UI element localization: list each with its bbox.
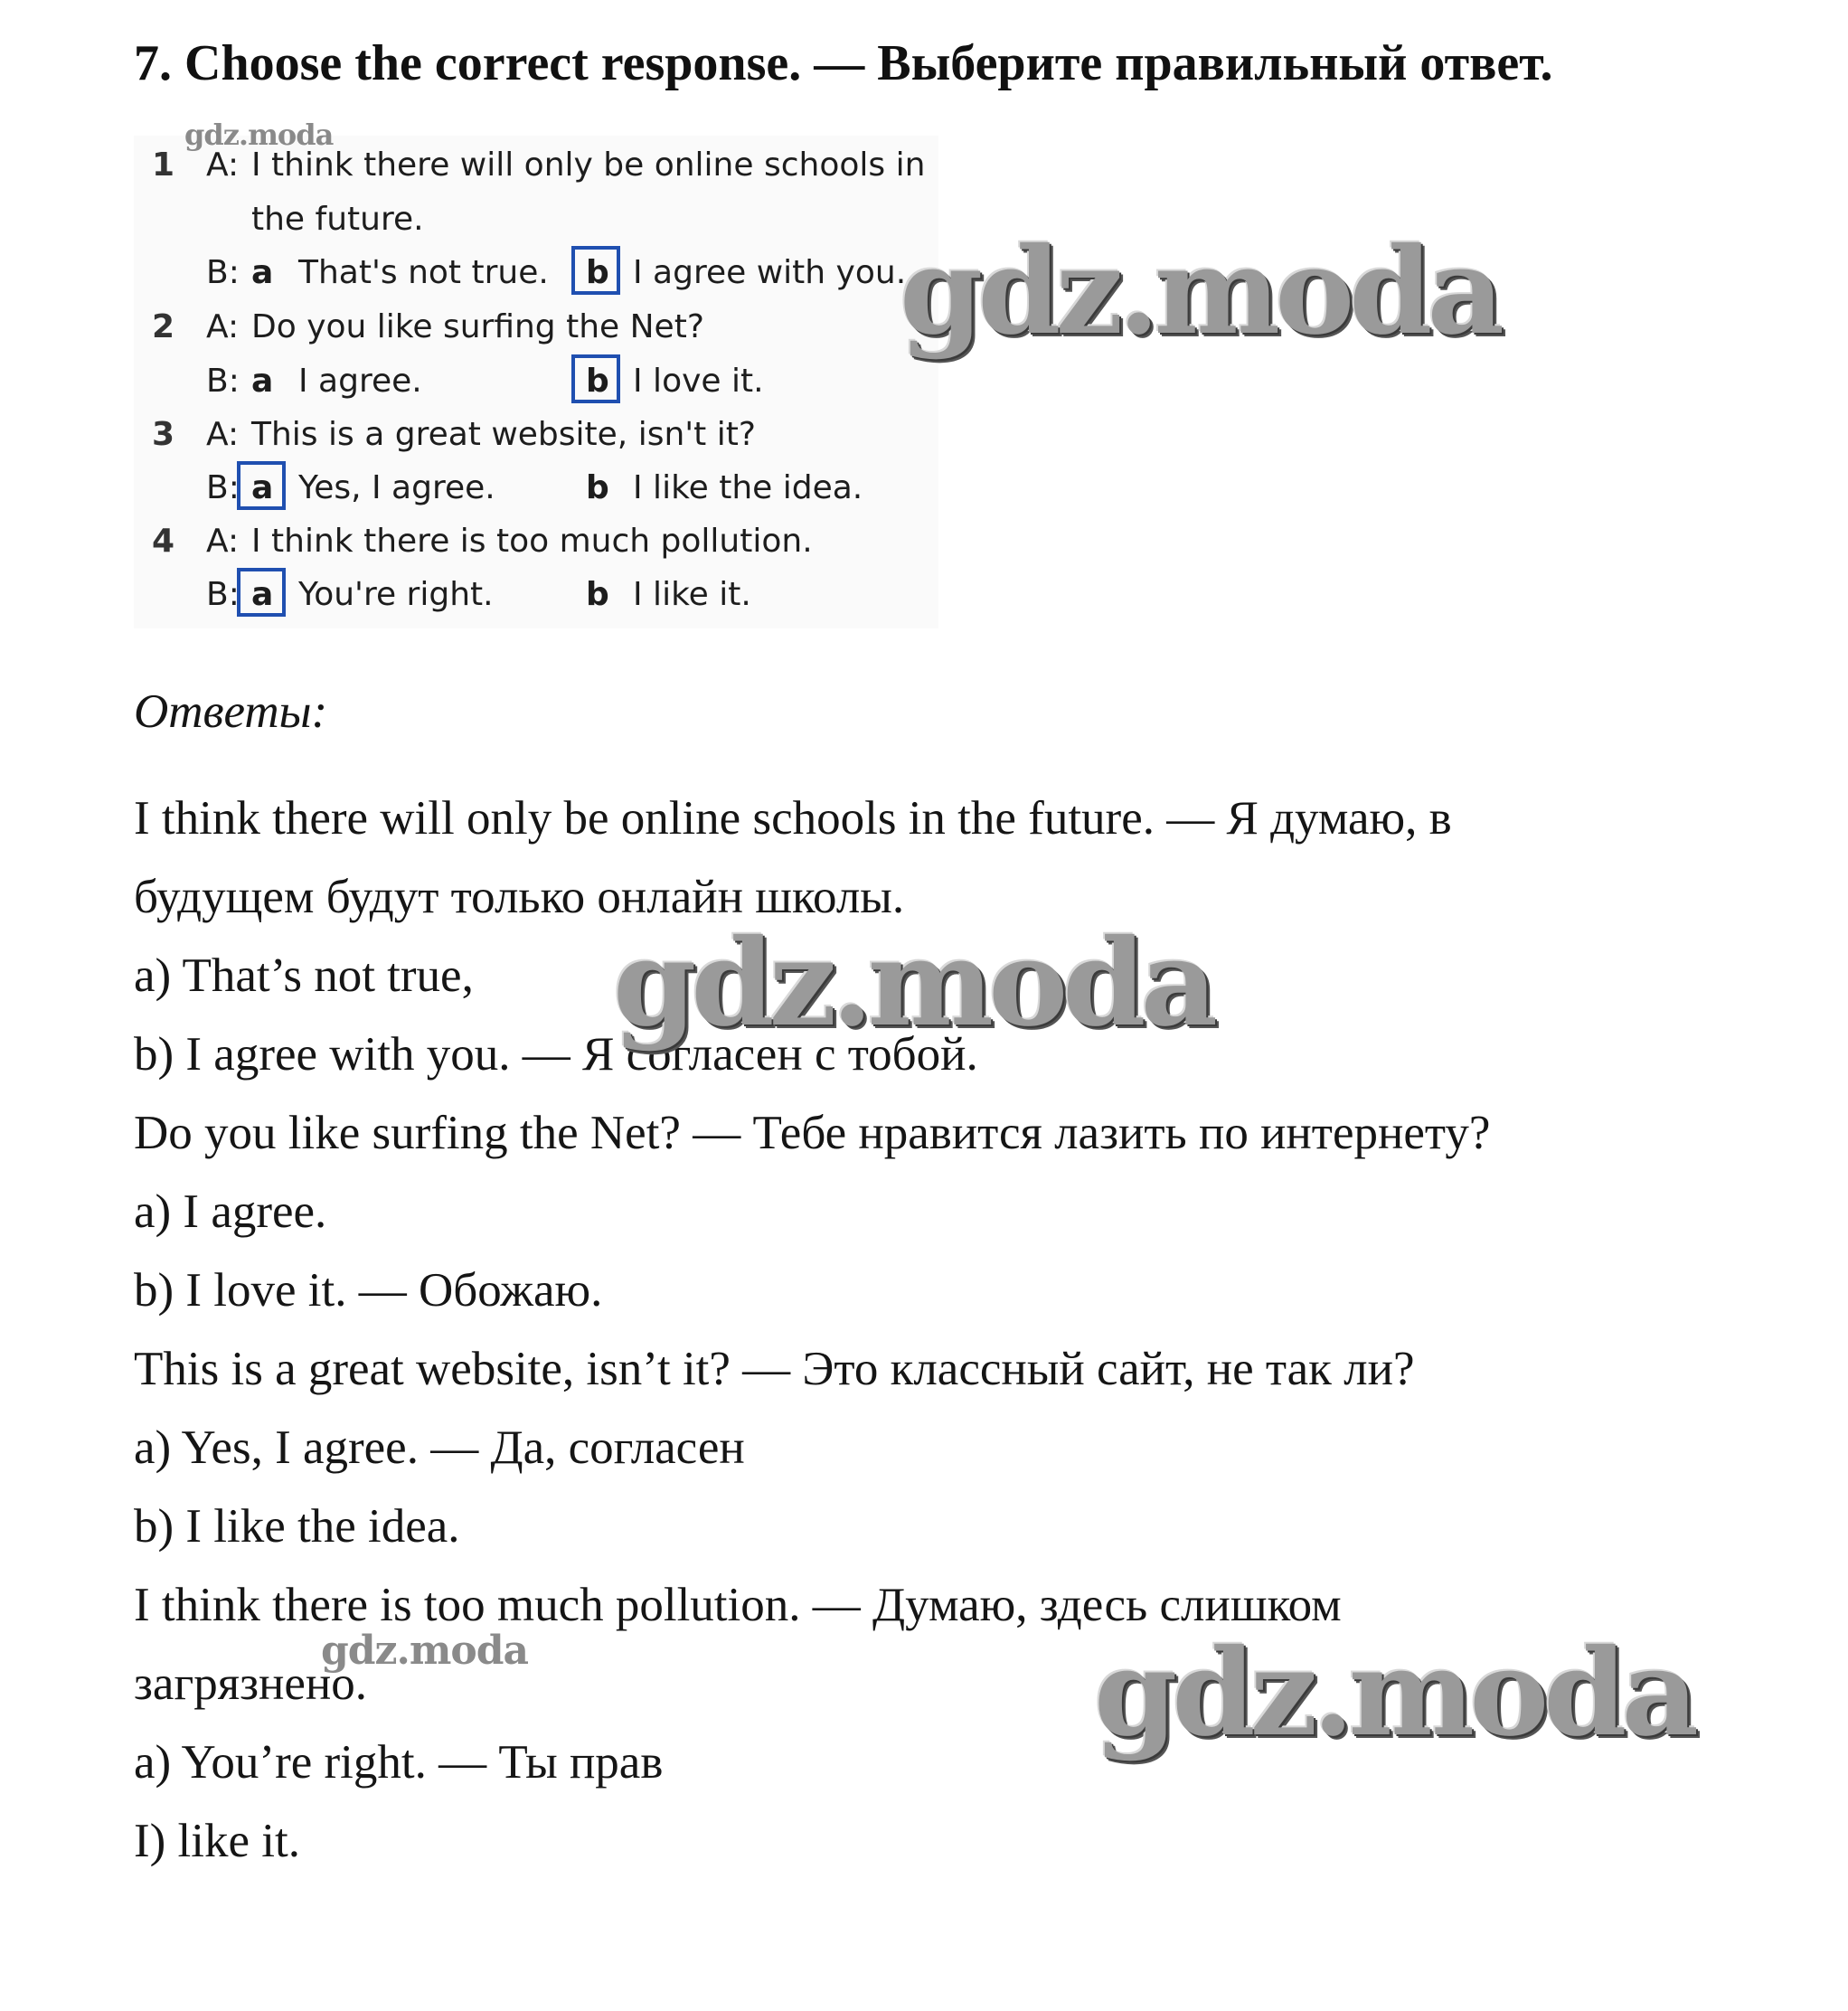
item-number: 4 — [152, 523, 175, 560]
answer-line: будущем будут только онлайн школы. — [134, 871, 905, 923]
answer-line: b) I agree with you. — Я согласен с тобой. — [134, 1028, 978, 1081]
answer-line: a) You’re right. — Ты прав — [134, 1736, 664, 1789]
item-prompt: Do you like surfing the Net? — [251, 308, 704, 345]
option-a-text: I agree. — [298, 363, 422, 400]
watermark: gdz.moda — [900, 222, 1500, 362]
option-b-letter: b — [586, 469, 609, 506]
item-number: 2 — [152, 308, 175, 345]
option-a-text: That's not true. — [298, 254, 549, 291]
item-speaker-a: A: — [206, 416, 240, 453]
answer-line: a) I agree. — [134, 1185, 327, 1238]
item-prompt: I think there is too much pollution. — [251, 523, 813, 560]
answer-line: I think there will only be online schools in the future. — Я думаю, в — [134, 792, 1452, 845]
answer-line: I) like it. — [134, 1815, 300, 1867]
option-a-letter: a — [251, 363, 274, 400]
option-b-letter: b — [586, 576, 609, 613]
option-a-letter: a — [251, 469, 274, 506]
exercise-title: 7. Choose the correct response. — Выберите правильный ответ. — [134, 35, 1553, 91]
answer-line: Do you like surfing the Net? — Тебе нравится лазить по интернету? — [134, 1107, 1491, 1159]
answer-line: b) I love it. — Обожаю. — [134, 1264, 603, 1317]
item-speaker-b: B: — [206, 363, 240, 400]
option-b-letter: b — [586, 254, 609, 291]
answer-line: загрязнено. — [134, 1657, 368, 1710]
option-b-text: I love it. — [633, 363, 764, 400]
watermark: gdz.moda — [1094, 1623, 1694, 1763]
answer-line: b) I like the idea. — [134, 1500, 460, 1553]
item-number: 3 — [152, 416, 175, 453]
item-prompt: This is a great website, isn't it? — [251, 416, 756, 453]
item-speaker-a: A: — [206, 308, 240, 345]
option-b-text: I like it. — [633, 576, 751, 613]
item-speaker-b: B: — [206, 254, 240, 291]
answer-line: I think there is too much pollution. — Думаю, здесь слишком — [134, 1579, 1342, 1631]
option-a-text: You're right. — [298, 576, 494, 613]
watermark-small: gdz.moda — [184, 118, 334, 152]
item-speaker-a: A: — [206, 146, 240, 184]
option-a-letter: a — [251, 576, 274, 613]
item-speaker-a: A: — [206, 523, 240, 560]
item-prompt: I think there will only be online schools in — [251, 146, 926, 184]
item-speaker-b: B: — [206, 576, 240, 613]
option-a-letter: a — [251, 254, 274, 291]
answers-heading: Ответы: — [134, 685, 328, 738]
answer-line: a) That’s not true, — [134, 949, 474, 1002]
option-b-letter: b — [586, 363, 609, 400]
exercise-image — [134, 118, 938, 628]
option-a-text: Yes, I agree. — [298, 469, 495, 506]
answer-line: a) Yes, I agree. — Да, согласен — [134, 1421, 745, 1474]
option-b-text: I like the idea. — [633, 469, 863, 506]
item-number: 1 — [152, 146, 175, 184]
item-speaker-b: B: — [206, 469, 240, 506]
option-b-text: I agree with you. — [633, 254, 907, 291]
item-prompt-cont: the future. — [251, 201, 424, 238]
answer-line: This is a great website, isn’t it? — Это классный сайт, не так ли? — [134, 1343, 1415, 1395]
watermark: gdz.moda — [613, 913, 1213, 1053]
watermark-small: gdz.moda — [321, 1628, 529, 1674]
